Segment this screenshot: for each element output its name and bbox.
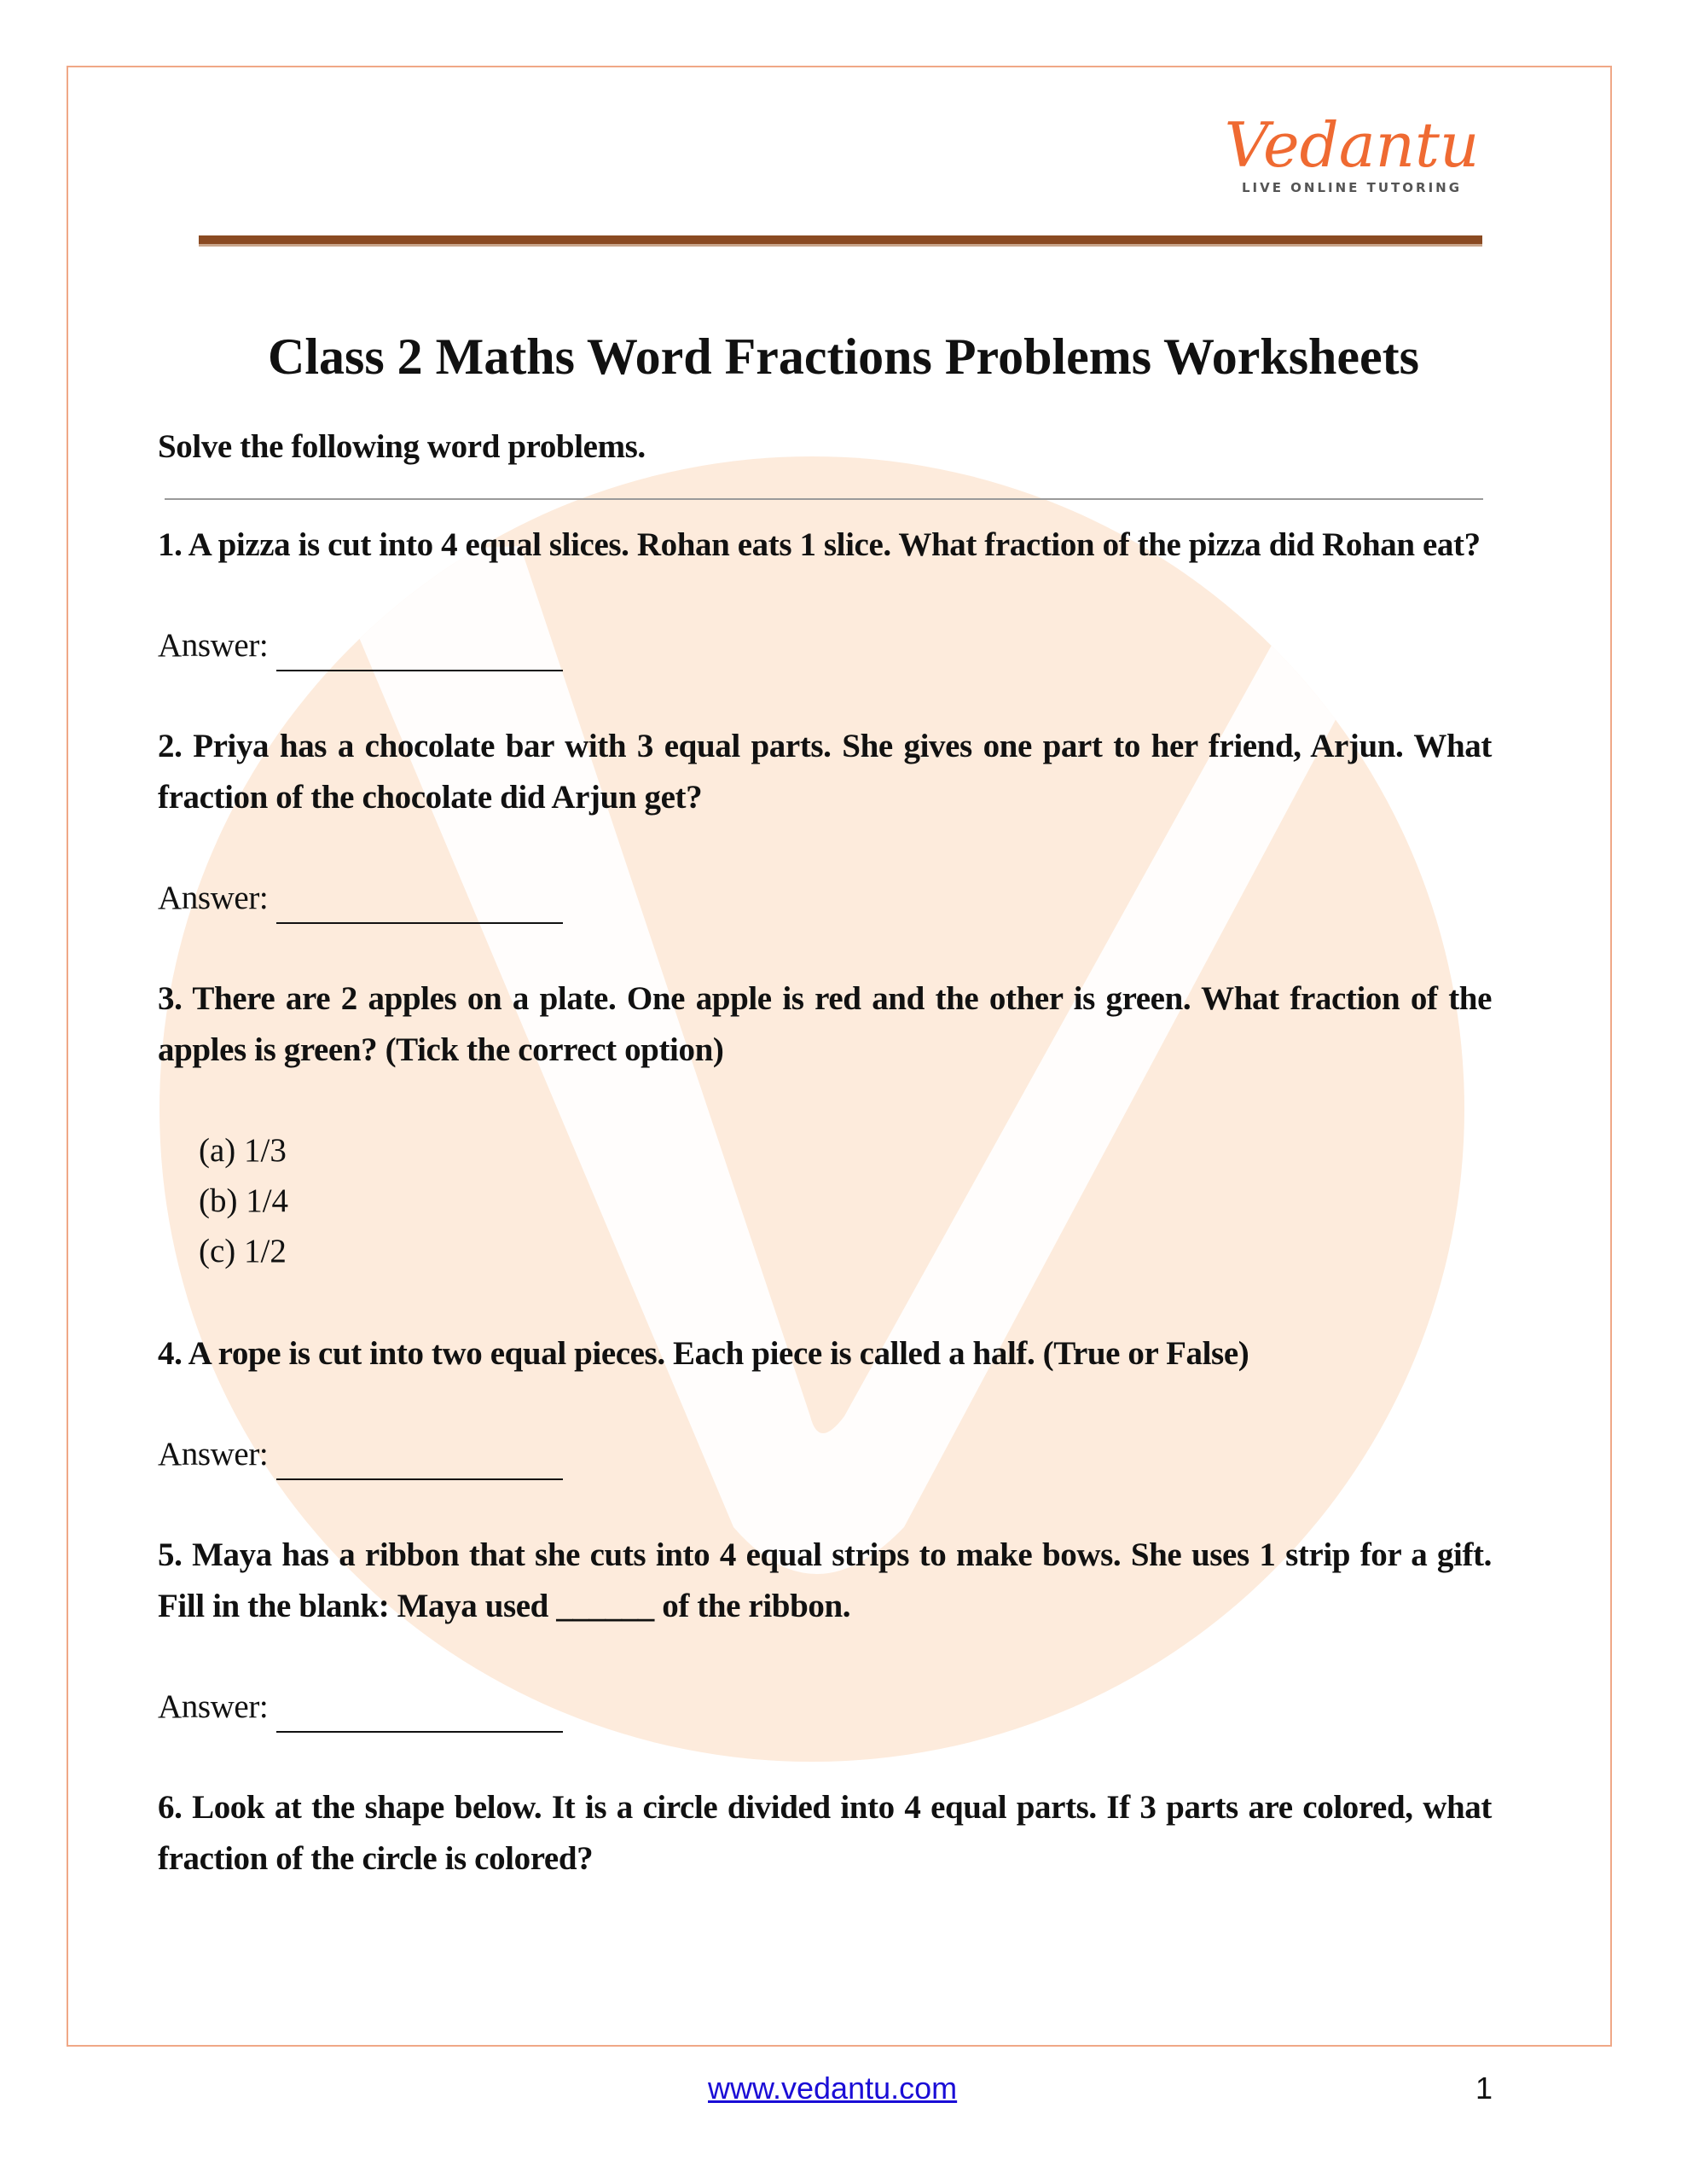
answer-line-4[interactable] <box>158 1429 1492 1480</box>
divider <box>165 498 1483 500</box>
logo-wordmark: Vedantu <box>1224 109 1480 181</box>
logo-tagline: LIVE ONLINE TUTORING <box>1241 180 1463 195</box>
worksheet-content <box>158 421 1492 1934</box>
vedantu-logo <box>1194 107 1510 195</box>
question-6: 6. Look at the shape below. It is a circle divided into 4 equal parts. If 3 parts are colored, what fraction of the circle is colored? <box>158 1789 1492 1877</box>
question-1: 1. A pizza is cut into 4 equal slices. Rohan eats 1 slice. What fraction of the pizza did Rohan eat? <box>158 526 1481 563</box>
question-2: 2. Priya has a chocolate bar with 3 equal parts. She gives one part to her friend, Arjun. What fraction of the chocolate did Arjun get? <box>158 728 1492 816</box>
question-3: 3. There are 2 apples on a plate. One apple is red and the other is green. What fraction of the apples is green? (Tick the correct option) <box>158 980 1492 1068</box>
options-list <box>199 1125 1492 1276</box>
answer-line-1[interactable] <box>158 620 1492 671</box>
answer-line-2[interactable] <box>158 873 1492 924</box>
question-5: 5. Maya has a ribbon that she cuts into 4 equal strips to make bows. She uses 1 strip for a gift. Fill in the blank: Maya used ______ of the ribbon. <box>158 1536 1492 1624</box>
header-rule <box>199 235 1482 247</box>
answer-label: Answer: <box>158 1688 269 1725</box>
answer-blank[interactable] <box>276 632 563 671</box>
answer-label: Answer: <box>158 880 269 916</box>
answer-blank[interactable] <box>276 1693 563 1733</box>
option-c[interactable]: (c) 1/2 <box>199 1233 287 1269</box>
answer-blank[interactable] <box>276 1441 563 1480</box>
page-number: 1 <box>1475 2071 1493 2106</box>
answer-label: Answer: <box>158 627 269 664</box>
page-title: Class 2 Maths Word Fractions Problems Worksheets <box>267 328 1420 385</box>
option-b[interactable]: (b) 1/4 <box>199 1182 289 1219</box>
question-4: 4. A rope is cut into two equal pieces. Each piece is called a half. (True or False) <box>158 1335 1249 1372</box>
answer-blank[interactable] <box>276 885 563 924</box>
answer-label: Answer: <box>158 1436 269 1472</box>
answer-line-5[interactable] <box>158 1682 1492 1733</box>
option-a[interactable]: (a) 1/3 <box>199 1132 287 1169</box>
instruction: Solve the following word problems. <box>158 428 646 465</box>
footer-website-link[interactable]: www.vedantu.com <box>708 2071 958 2106</box>
